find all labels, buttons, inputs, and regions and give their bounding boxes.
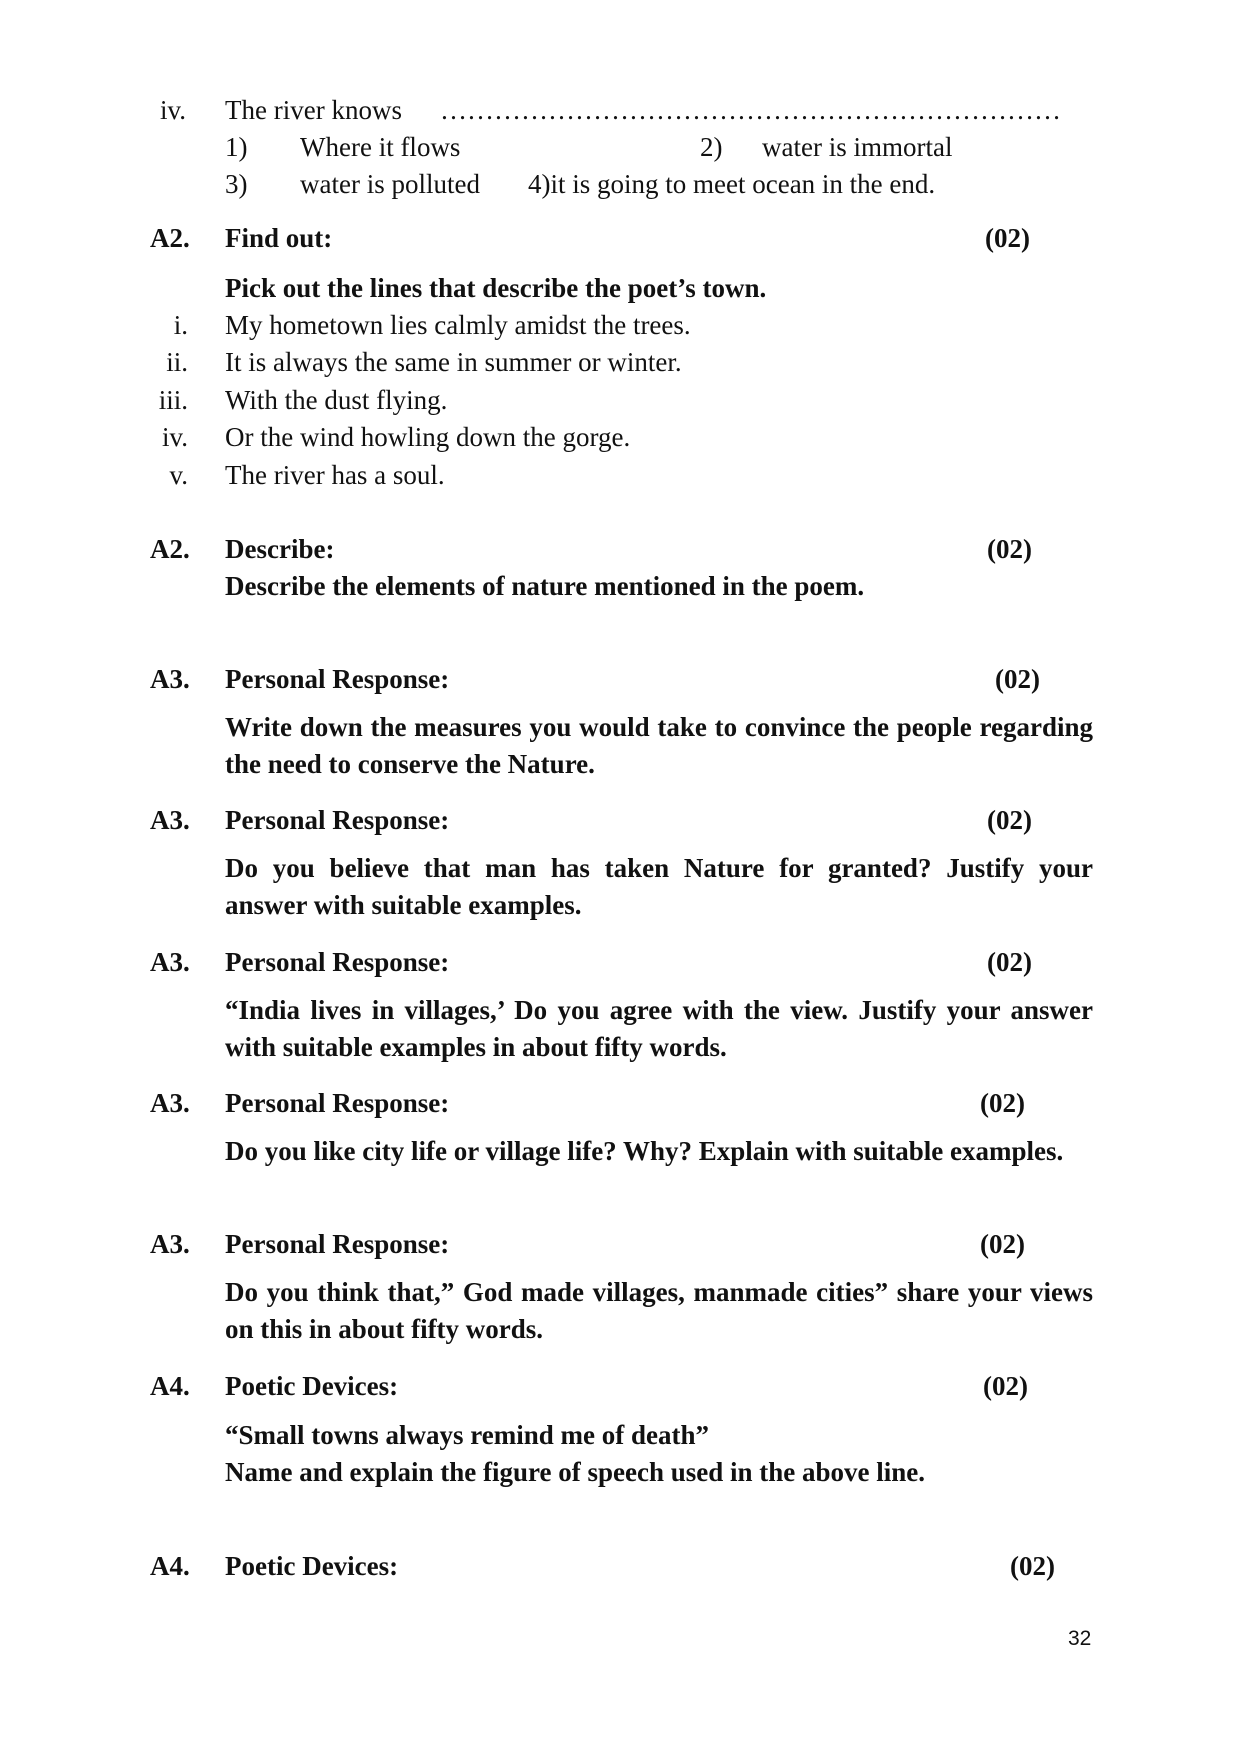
question-title: Poetic Devices: (225, 1551, 399, 1581)
question-marks: (02) (980, 1229, 1025, 1259)
list-item-number: iii. (158, 385, 188, 415)
question-title: Personal Response: (225, 1088, 450, 1118)
question-marks: (02) (995, 664, 1040, 694)
question-marks: (02) (987, 805, 1032, 835)
list-item-text: Or the wind howling down the gorge. (225, 422, 631, 452)
list-item-text: With the dust flying. (225, 385, 448, 415)
question-quote: “Small towns always remind me of death” (225, 1420, 710, 1450)
question-label: A3. (150, 1088, 190, 1118)
question-text: Do you think that,” God made villages, manmade cities” share your views on this in about fifty words. (225, 1277, 1093, 1344)
option-2-text: water is immortal (762, 132, 953, 162)
question-title: Personal Response: (225, 1229, 450, 1259)
list-item-text: My hometown lies calmly amidst the trees. (225, 310, 691, 340)
list-item-number: ii. (166, 347, 188, 377)
question-marks: (02) (1010, 1551, 1055, 1581)
mcq-number: iv. (160, 95, 186, 125)
question-text: “India lives in villages,’ Do you agree with the view. Justify your answer with suitable examples in about fifty words. (225, 995, 1093, 1062)
question-instruction: Pick out the lines that describe the poet’s town. (225, 273, 767, 303)
question-label: A2. (150, 534, 190, 564)
question-label: A4. (150, 1551, 190, 1581)
list-item-text: The river has a soul. (225, 460, 445, 490)
option-1-text: Where it flows (300, 132, 461, 162)
option-4-text: 4)it is going to meet ocean in the end. (528, 169, 936, 199)
list-item-number: iv. (162, 422, 188, 452)
question-marks: (02) (980, 1088, 1025, 1118)
page-number: 32 (1068, 1627, 1092, 1650)
question-title: Find out: (225, 223, 333, 253)
option-3-text: water is polluted (300, 169, 480, 199)
question-label: A3. (150, 1229, 190, 1259)
question-marks: (02) (987, 947, 1032, 977)
option-1-number: 1) (225, 132, 248, 162)
question-text: Describe the elements of nature mentioned in the poem. (225, 571, 865, 601)
option-3-number: 3) (225, 169, 248, 199)
list-item-number: i. (173, 310, 188, 340)
question-marks: (02) (987, 534, 1032, 564)
question-title: Poetic Devices: (225, 1371, 399, 1401)
question-text: Do you like city life or village life? Why? Explain with suitable examples. (225, 1136, 1064, 1166)
question-label: A2. (150, 223, 190, 253)
question-label: A3. (150, 664, 190, 694)
question-label: A4. (150, 1371, 190, 1401)
question-title: Describe: (225, 534, 335, 564)
question-text: Do you believe that man has taken Nature for granted? Justify your answer with suitable examples. (225, 853, 1093, 920)
question-title: Personal Response: (225, 664, 450, 694)
question-text: Write down the measures you would take to convince the people regarding the need to conserve the Nature. (225, 712, 1093, 779)
mcq-stem: The river knows (225, 95, 402, 125)
list-item-text: It is always the same in summer or winter. (225, 347, 682, 377)
question-title: Personal Response: (225, 947, 450, 977)
option-2-number: 2) (700, 132, 723, 162)
question-marks: (02) (983, 1371, 1028, 1401)
question-label: A3. (150, 805, 190, 835)
question-title: Personal Response: (225, 805, 450, 835)
question-label: A3. (150, 947, 190, 977)
question-marks: (02) (985, 223, 1030, 253)
list-item-number: v. (169, 460, 188, 490)
mcq-blank-dots: …………………………………………………………… (440, 95, 1061, 125)
question-text: Name and explain the figure of speech used in the above line. (225, 1457, 926, 1487)
